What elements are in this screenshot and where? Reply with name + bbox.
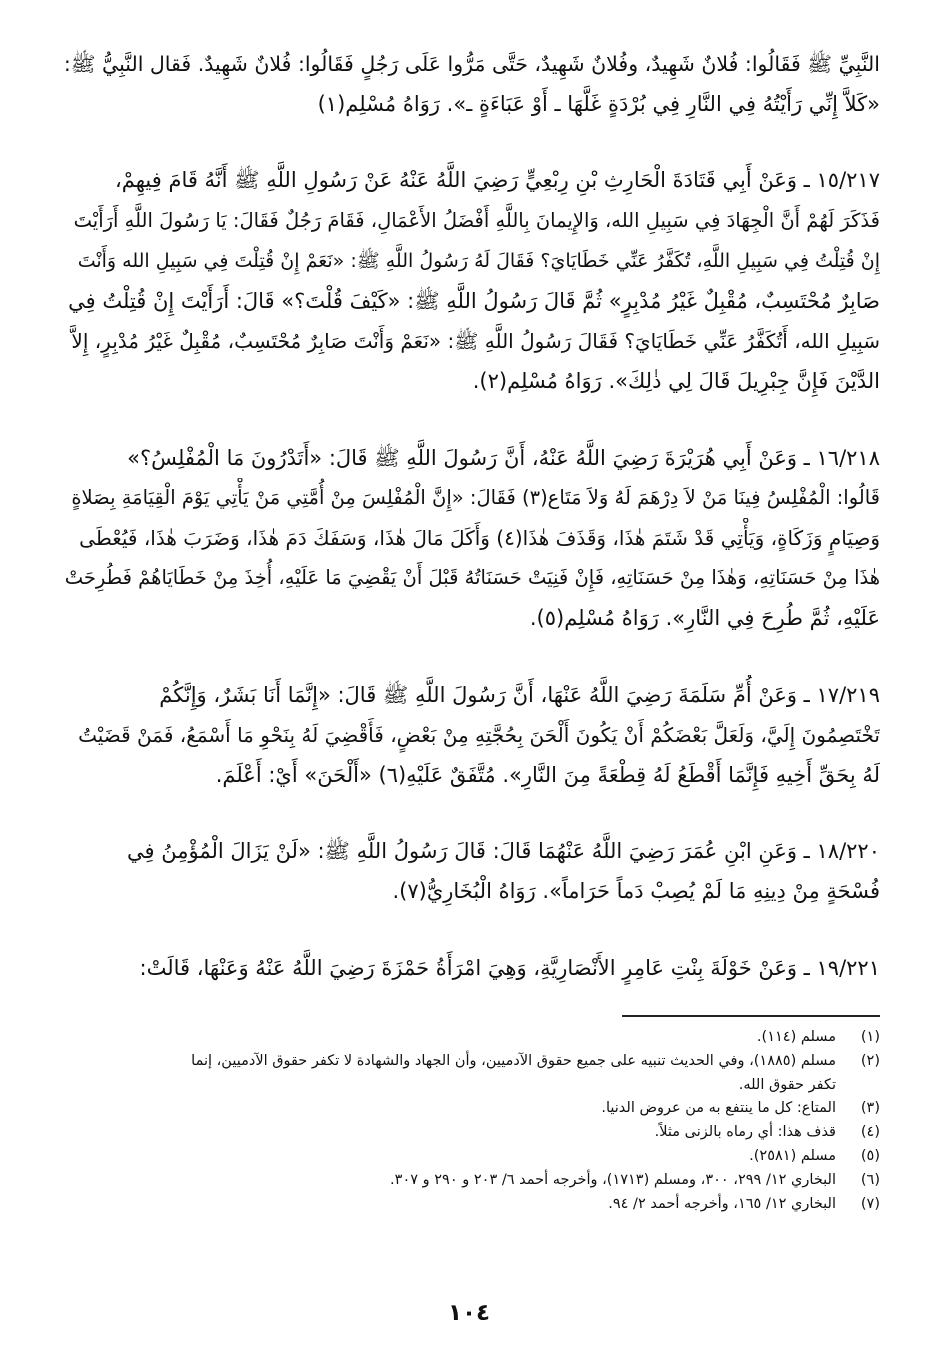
footnote-number: (٢) xyxy=(860,1052,880,1069)
footnote-number: (١) xyxy=(860,1029,880,1045)
text-line: ١٨/٢٢٠ ـ وَعَنِ ابْنِ عُمَرَ رَضِيَ اللَّهُ عَنْهُمَا قَالَ: قَالَ رَسُولُ اللَّهِ ﷺ: «لَنْ يَزَالَ الْمُؤْمِنُ فِي xyxy=(127,839,880,864)
footnote-number: (٤) xyxy=(860,1124,880,1141)
text-line: ١٧/٢١٩ ـ وَعَنْ أُمِّ سَلَمَةَ رَضِيَ اللَّهُ عَنْهَا، أَنَّ رَسُولَ اللَّهِ ﷺ قَالَ: «إِنَّمَا أَنَا بَشَرٌ، وَإِنَّكُمْ xyxy=(159,682,880,707)
footnote-number: (٧) xyxy=(860,1195,880,1212)
text-line: فُسْحَةٍ مِنْ دِينِهِ مَا لَمْ يُصِبْ دَماً حَرَاماً». رَوَاهُ الْبُخَارِيُّ(٧). xyxy=(392,879,880,904)
text-line: وَصِيَامٍ وَزَكَاةٍ، وَيَأْتِي قَدْ شَتَمَ هٰذَا، وَقَذَفَ هٰذَا(٤) وَأَكَلَ مَالَ هٰذَا، وَسَفَكَ دَمَ هٰذَا، وَضَرَبَ هٰذَا، فَيُعْطَى xyxy=(79,526,880,551)
footnote-divider xyxy=(622,1015,880,1017)
footnote xyxy=(62,1026,880,1050)
footnote-line: البخاري ١٢/ ١٦٥، وأخرجه أحمد ٢/ ٩٤. xyxy=(608,1195,836,1212)
hadith-paragraph xyxy=(62,160,880,401)
footnote-line: مسلم (٢٥٨١). xyxy=(749,1147,836,1164)
footnotes xyxy=(62,1026,880,1216)
footnote xyxy=(62,1169,880,1193)
footnote-line: المتاع: كل ما ينتفع به من عروض الدنيا. xyxy=(601,1100,836,1117)
text-line: الدَّيْنَ فَإِنَّ جِبْرِيلَ قَالَ لِي ذٰلِكَ». رَوَاهُ مُسْلِم(٢). xyxy=(472,369,880,394)
main-text xyxy=(62,44,880,988)
text-line: «كَلاَّ إِنِّي رَأَيْتُهُ فِي النَّارِ فِي بُرْدَةٍ غَلَّهَا ـ أَوْ عَبَاءَةٍ ـ». رَوَاهُ مُسْلِم(١) xyxy=(317,92,880,117)
page-number: ١٠٤ xyxy=(447,1300,491,1326)
footnote-text xyxy=(62,1097,836,1121)
footnote xyxy=(62,1145,880,1169)
footnote-text xyxy=(62,1145,836,1169)
text-line: هٰذَا مِنْ حَسَنَاتِهِ، وَهٰذَا مِنْ حَسَنَاتِهِ، فَإِنْ فَنِيَتْ حَسَنَاتُهُ قَبْلَ أَنْ يَقْضِيَ مَا عَلَيْهِ، أُخِذَ مِنْ خَطَايَاهُمْ فَطُرِحَتْ xyxy=(64,566,880,590)
footnote-number: (٥) xyxy=(860,1147,880,1164)
footnote-line: قذف هذا: أي رماه بالزنى مثلاً. xyxy=(654,1124,836,1141)
hadith-paragraph xyxy=(62,948,880,988)
footnote xyxy=(62,1050,880,1098)
footnote-line: مسلم (١١٤). xyxy=(756,1029,836,1045)
footnote-number: (٦) xyxy=(860,1171,880,1188)
text-line: سَبِيلِ الله، أَتُكَفَّرُ عَنِّي خَطَايَايَ؟ فَقَالَ رَسُولُ اللَّهِ ﷺ: «نَعَمْ وَأَنْتَ صَابِرٌ مُحْتَسِبٌ، مُقْبِلٌ غَيْرُ مُدْبِرٍ، إِلاَّ xyxy=(71,329,880,354)
footnote-text xyxy=(62,1050,836,1098)
footnote-text xyxy=(62,1169,836,1193)
footnote-text xyxy=(62,1121,836,1145)
text-line: صَابِرٌ مُحْتَسِبٌ، مُقْبِلٌ غَيْرُ مُدْبِرٍ» ثُمَّ قَالَ رَسُولُ اللَّهِ ﷺ: «كَيْفَ قُلْتَ؟» قَالَ: أَرَأَيْتَ إِنْ قُتِلْتُ فِي xyxy=(68,289,880,314)
footnote xyxy=(62,1121,880,1145)
text-line: عَلَيْهِ، ثُمَّ طُرِحَ فِي النَّارِ». رَوَاهُ مُسْلِم(٥). xyxy=(529,606,880,631)
footnote-line: البخاري ١٢/ ٢٩٩، ٣٠٠، ومسلم (١٧١٣)، وأخرجه أحمد ٦/ ٢٠٣ و ٢٩٠ و ٣٠٧. xyxy=(390,1171,836,1188)
text-line: لَهُ بِحَقِّ أَخِيهِ فَإِنَّمَا أَقْطَعُ لَهُ قِطْعَةً مِنَ النَّارِ». مُتَّفَقٌ عَلَيْهِ(٦) «أَلْحَنَ» أَيْ: أَعْلَمَ. xyxy=(215,763,880,788)
footnote xyxy=(62,1193,880,1217)
hadith-paragraph xyxy=(62,831,880,911)
text-line: فَذَكَرَ لَهُمْ أَنَّ الْجِهَادَ فِي سَبِيلِ الله، وَالإِيمانَ بِاللَّهِ أَفْضَلُ الأَعْمَالِ، فَقَامَ رَجُلٌ فَقَالَ: يَا رَسُولَ اللَّهِ أَرَأَيْتَ xyxy=(73,208,880,232)
hadith-paragraph xyxy=(62,44,880,124)
footnote-line: مسلم (١٨٨٥)، وفي الحديث تنبيه على جميع حقوق الآدميين، وأن الجهاد والشهادة لا تكفر حقوق الآدميين، إنما xyxy=(191,1052,836,1069)
text-line: ١٥/٢١٧ ـ وَعَنْ أَبِي قَتَادَةَ الْحَارِثِ بْنِ رِبْعِيٍّ رَضِيَ اللَّهُ عَنْهُ عَنْ رَسُولِ اللَّهِ ﷺ أَنَّهُ قَامَ فِيهِمْ، xyxy=(114,168,880,193)
text-line: قَالُوا: الْمُفْلِسُ فِينَا مَنْ لاَ دِرْهَمَ لَهُ وَلاَ مَتَاع(٣) فَقَالَ: «إِنَّ الْمُفْلِسَ مِنْ أُمَّتِي مَنْ يَأْتِي يَوْمَ الْقِيَامَةِ بِصَلاةٍ xyxy=(71,485,880,509)
hadith-paragraph xyxy=(62,675,880,796)
text-line: إِنْ قُتِلْتُ فِي سَبِيلِ اللَّهِ، تُكَفَّرُ عَنِّي خَطَايَايَ؟ فَقَالَ لَهُ رَسُولُ اللَّهِ ﷺ: «نَعَمْ إِنْ قُتِلْتَ فِي سَبِيلِ الله وَأَنْتَ xyxy=(77,249,880,272)
hadith-paragraph xyxy=(62,438,880,639)
text-line: ١٦/٢١٨ ـ وَعَنْ أَبِي هُرَيْرَةَ رَضِيَ اللَّهُ عَنْهُ، أَنَّ رَسُولَ اللَّهِ ﷺ قَالَ: «أَتَدْرُونَ مَا الْمُفْلِسُ؟» xyxy=(127,445,880,470)
footnote-text xyxy=(62,1193,836,1217)
footnote-number: (٣) xyxy=(860,1100,880,1117)
text-line: النَّبِيِّ ﷺ فَقَالُوا: فُلانٌ شَهِيدٌ، وفُلانٌ شَهِيدٌ، حَتَّى مَرُّوا عَلَى رَجُلٍ فَقَالُوا: فُلانٌ شَهِيدٌ. فَقال النَّبِيُّ ﷺ: xyxy=(63,52,880,76)
footnote-text xyxy=(62,1026,836,1050)
text-line: تَخْتَصِمُونَ إِلَيَّ، وَلَعَلَّ بَعْضَكُمْ أَنْ يَكُونَ أَلْحَنَ بِحُجَّتِهِ مِنْ بَعْضٍ، فَأَقْضِيَ لَهُ بِنَحْوِ مَا أَسْمَعُ، فَمَنْ قَضَيْتُ xyxy=(78,722,880,747)
footnote xyxy=(62,1097,880,1121)
footnote-line: تكفر حقوق الله. xyxy=(738,1076,836,1093)
text-line: ١٩/٢٢١ ـ وَعَنْ خَوْلَةَ بِنْتِ عَامِرٍ الأَنْصَارِيَّةِ، وَهِيَ امْرَأَةُ حَمْزَةَ رَضِيَ اللَّهُ عَنْهُ وَعَنْهَا، قَالَتْ: xyxy=(139,955,880,980)
